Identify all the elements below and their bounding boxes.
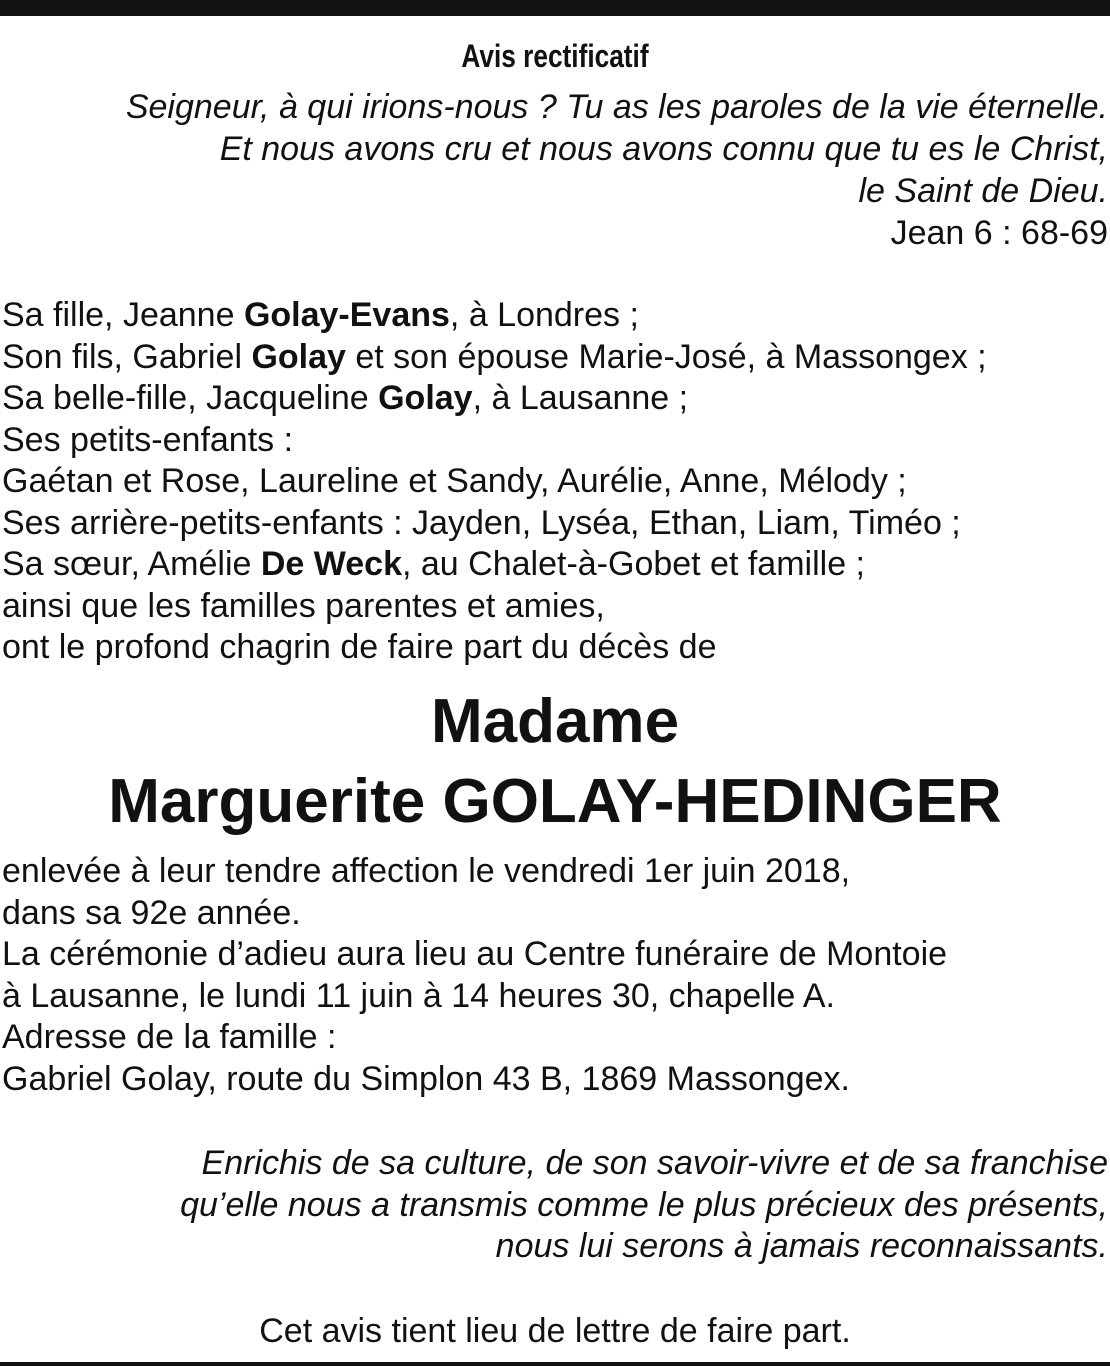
closing-note: Cet avis tient lieu de lettre de faire part. — [259, 1312, 851, 1350]
notice-heading: Avis rectificatif — [461, 38, 649, 74]
tribute-text — [8, 1143, 1108, 1268]
deceased-title: Madame — [430, 687, 680, 756]
tribute-line: nous lui serons à jamais reconnaissants. — [495, 1227, 1108, 1265]
tribute-line: Enrichis de sa culture, de son savoir-vivre et de sa franchise — [201, 1144, 1108, 1182]
family-line-daughter — [2, 295, 1102, 337]
details-line: Adresse de la famille : — [2, 1018, 337, 1056]
family-surname: Golay-Evans — [243, 296, 450, 334]
details-line: à Lausanne, le lundi 11 juin à 14 heures 30, chapelle A. — [2, 976, 835, 1015]
family-text: Sa fille, Jeanne — [2, 296, 244, 334]
family-line-daughter-in-law — [2, 378, 1102, 420]
family-text: et son épouse Marie-José, à Massongex ; — [345, 337, 987, 376]
scripture-verse — [8, 86, 1108, 254]
family-line-great-grandchildren: Ses arrière-petits-enfants : Jayden, Lyséa, Ethan, Liam, Timéo ; — [2, 503, 961, 542]
family-surname: Golay — [251, 337, 346, 376]
family-text: Sa belle-fille, Jacqueline — [2, 379, 379, 417]
deceased-name-block — [0, 682, 1110, 842]
family-line-sister — [2, 544, 1102, 586]
verse-line: Seigneur, à qui irions-nous ? Tu as les paroles de la vie éternelle. — [125, 88, 1108, 126]
deceased-name: Marguerite GOLAY-HEDINGER — [108, 767, 1002, 836]
details-line: enlevée à leur tendre affection le vendredi 1er juin 2018, — [2, 852, 851, 890]
verse-line: Et nous avons cru et nous avons connu que tu es le Christ, — [219, 130, 1108, 168]
family-text: Son fils, Gabriel — [2, 337, 252, 376]
family-text: , à Lausanne ; — [472, 379, 689, 417]
family-line-announcement: ont le profond chagrin de faire part du décès de — [2, 628, 717, 666]
family-surname: De Weck — [260, 545, 402, 583]
details-line: Gabriel Golay, route du Simplon 43 B, 1869 Massongex. — [2, 1059, 850, 1098]
tribute-line: qu’elle nous a transmis comme le plus précieux des présents, — [180, 1185, 1108, 1224]
details-line: dans sa 92e année. — [2, 893, 301, 932]
family-surname: Golay — [378, 379, 473, 417]
bottom-border-rule — [0, 1362, 1110, 1366]
details-line: La cérémonie d’adieu aura lieu au Centre funéraire de Montoie — [2, 935, 948, 973]
family-text: , à Londres ; — [449, 296, 639, 334]
family-text: Sa sœur, Amélie — [2, 545, 261, 583]
verse-line: le Saint de Dieu. — [858, 172, 1108, 210]
family-line-son — [2, 337, 1102, 379]
family-line-grandchildren-label: Ses petits-enfants : — [2, 420, 294, 459]
family-line-relatives: ainsi que les familles parentes et amies, — [2, 586, 605, 625]
family-text: , au Chalet-à-Gobet et famille ; — [402, 545, 866, 583]
verse-reference: Jean 6 : 68-69 — [890, 214, 1108, 252]
family-line-grandchildren: Gaétan et Rose, Laureline et Sandy, Aurélie, Anne, Mélody ; — [2, 462, 907, 500]
ceremony-details — [2, 851, 1102, 1100]
family-list — [2, 295, 1102, 669]
